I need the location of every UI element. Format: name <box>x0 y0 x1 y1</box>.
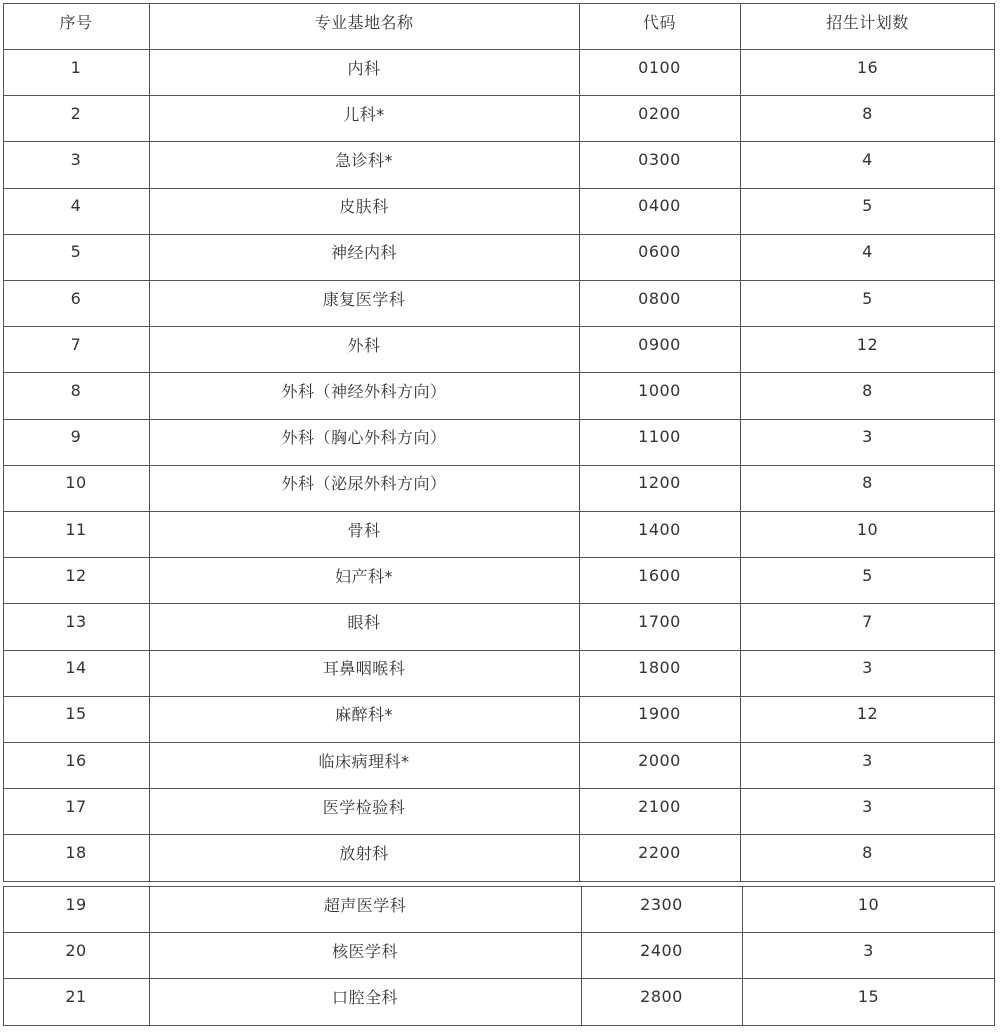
index-cell: 19 <box>65 894 87 914</box>
row-divider <box>3 3 995 4</box>
row-divider <box>3 932 995 933</box>
base-name-cell: 康复医学科 <box>322 289 406 309</box>
index-cell: 序号 <box>59 12 93 32</box>
row-divider <box>3 511 995 512</box>
code-cell: 2000 <box>638 750 681 770</box>
index-cell: 6 <box>70 288 82 308</box>
quota-cell: 4 <box>862 242 873 262</box>
quota-cell: 3 <box>863 940 874 960</box>
quota-cell: 8 <box>862 473 873 493</box>
table-row <box>3 603 995 649</box>
base-name-cell: 口腔全科 <box>331 987 398 1007</box>
base-name-cell: 儿科* <box>343 104 385 124</box>
code-cell: 0600 <box>638 242 681 262</box>
code-cell: 2400 <box>640 940 683 960</box>
row-divider <box>3 1025 995 1026</box>
table-row <box>3 234 995 280</box>
code-cell: 1200 <box>638 473 681 493</box>
quota-cell: 12 <box>856 704 879 724</box>
code-cell: 2300 <box>640 894 683 914</box>
quota-cell: 10 <box>856 519 879 539</box>
quota-cell: 3 <box>862 658 873 678</box>
base-name-cell: 骨科 <box>347 520 381 540</box>
base-name-cell: 放射科 <box>339 843 389 863</box>
row-divider <box>3 95 995 96</box>
quota-cell: 10 <box>857 894 880 914</box>
code-cell: 代码 <box>642 12 676 32</box>
base-name-cell: 超声医学科 <box>323 895 407 915</box>
index-cell: 2 <box>70 103 82 123</box>
quota-cell: 3 <box>862 750 873 770</box>
code-cell: 1000 <box>638 380 681 400</box>
table-row <box>3 95 995 141</box>
quota-cell: 招生计划数 <box>826 12 909 32</box>
table-header-row <box>3 3 995 49</box>
column-divider <box>149 3 150 881</box>
code-cell: 1900 <box>638 704 681 724</box>
row-divider <box>3 978 995 979</box>
quota-cell: 4 <box>862 149 873 169</box>
quota-cell: 3 <box>862 796 873 816</box>
code-cell: 1400 <box>638 519 681 539</box>
row-divider <box>3 188 995 189</box>
index-cell: 7 <box>70 334 82 354</box>
quota-cell: 5 <box>862 196 873 216</box>
index-cell: 14 <box>65 658 87 678</box>
column-divider <box>149 886 150 1025</box>
column-divider <box>3 3 4 881</box>
base-name-cell: 妇产科* <box>334 566 393 586</box>
table-row <box>3 886 995 932</box>
row-divider <box>3 465 995 466</box>
index-cell: 5 <box>70 242 82 262</box>
table-row <box>3 978 995 1024</box>
table-row <box>3 141 995 187</box>
table-row <box>3 465 995 511</box>
row-divider <box>3 603 995 604</box>
column-divider <box>740 3 741 881</box>
index-cell: 9 <box>70 427 82 447</box>
index-cell: 4 <box>70 196 82 216</box>
row-divider <box>3 326 995 327</box>
column-divider <box>742 886 743 1025</box>
base-name-cell: 皮肤科 <box>339 197 389 217</box>
base-name-cell: 外科（神经外科方向） <box>281 381 447 401</box>
table-row <box>3 280 995 326</box>
row-divider <box>3 141 995 142</box>
index-cell: 20 <box>65 940 87 960</box>
row-divider <box>3 419 995 420</box>
index-cell: 13 <box>65 611 87 631</box>
table-row <box>3 49 995 95</box>
index-cell: 10 <box>65 473 87 493</box>
row-divider <box>3 372 995 373</box>
index-cell: 21 <box>65 986 87 1006</box>
base-name-cell: 外科（胸心外科方向） <box>281 428 447 448</box>
index-cell: 18 <box>65 842 87 862</box>
table-part-lower <box>3 886 995 1025</box>
table-row <box>3 188 995 234</box>
row-divider <box>3 280 995 281</box>
quota-cell: 12 <box>856 334 879 354</box>
quota-cell: 16 <box>856 57 879 77</box>
column-divider <box>581 886 582 1025</box>
base-name-cell: 外科（泌尿外科方向） <box>281 474 447 494</box>
code-cell: 2200 <box>638 842 681 862</box>
row-divider <box>3 696 995 697</box>
row-divider <box>3 234 995 235</box>
table-row <box>3 932 995 978</box>
base-name-cell: 专业基地名称 <box>314 12 414 32</box>
table-row <box>3 742 995 788</box>
index-cell: 15 <box>65 704 87 724</box>
column-divider <box>579 3 580 881</box>
quota-cell: 15 <box>857 986 880 1006</box>
table-row <box>3 557 995 603</box>
code-cell: 0800 <box>638 288 681 308</box>
code-cell: 1600 <box>638 565 681 585</box>
row-divider <box>3 650 995 651</box>
base-name-cell: 内科 <box>347 58 381 78</box>
row-divider <box>3 557 995 558</box>
code-cell: 0100 <box>638 57 681 77</box>
index-cell: 8 <box>70 380 82 400</box>
row-divider <box>3 788 995 789</box>
quota-cell: 8 <box>862 380 873 400</box>
table-row <box>3 511 995 557</box>
base-name-cell: 急诊科* <box>334 150 393 170</box>
base-name-cell: 神经内科 <box>330 243 397 263</box>
code-cell: 0300 <box>638 149 681 169</box>
code-cell: 2800 <box>640 986 683 1006</box>
base-name-cell: 眼科 <box>347 612 381 632</box>
index-cell: 12 <box>65 565 87 585</box>
row-divider <box>3 742 995 743</box>
table-part-upper <box>3 3 995 881</box>
table-row <box>3 696 995 742</box>
code-cell: 0400 <box>638 196 681 216</box>
index-cell: 1 <box>70 57 82 77</box>
row-divider <box>3 834 995 835</box>
code-cell: 2100 <box>638 796 681 816</box>
quota-cell: 5 <box>862 565 873 585</box>
index-cell: 17 <box>65 796 87 816</box>
base-name-cell: 医学检验科 <box>322 797 406 817</box>
code-cell: 0900 <box>638 334 681 354</box>
quota-cell: 8 <box>862 842 873 862</box>
base-name-cell: 外科 <box>347 335 381 355</box>
table-row <box>3 834 995 880</box>
code-cell: 1800 <box>638 658 681 678</box>
table-row <box>3 650 995 696</box>
code-cell: 1700 <box>638 611 681 631</box>
table-row <box>3 788 995 834</box>
base-name-cell: 麻醉科* <box>334 705 393 725</box>
row-divider <box>3 49 995 50</box>
table-row <box>3 372 995 418</box>
index-cell: 16 <box>65 750 87 770</box>
code-cell: 0200 <box>638 103 681 123</box>
table-row <box>3 326 995 372</box>
column-divider <box>3 886 4 1025</box>
quota-cell: 8 <box>862 103 873 123</box>
base-name-cell: 临床病理科* <box>318 751 410 771</box>
index-cell: 3 <box>70 149 82 169</box>
index-cell: 11 <box>65 519 87 539</box>
row-divider <box>3 886 995 887</box>
quota-cell: 7 <box>862 611 873 631</box>
table-row <box>3 419 995 465</box>
base-name-cell: 核医学科 <box>331 941 398 961</box>
code-cell: 1100 <box>638 427 681 447</box>
quota-cell: 3 <box>862 427 873 447</box>
column-divider <box>994 886 995 1025</box>
base-name-cell: 耳鼻咽喉科 <box>322 659 406 679</box>
column-divider <box>994 3 995 881</box>
quota-cell: 5 <box>862 288 873 308</box>
